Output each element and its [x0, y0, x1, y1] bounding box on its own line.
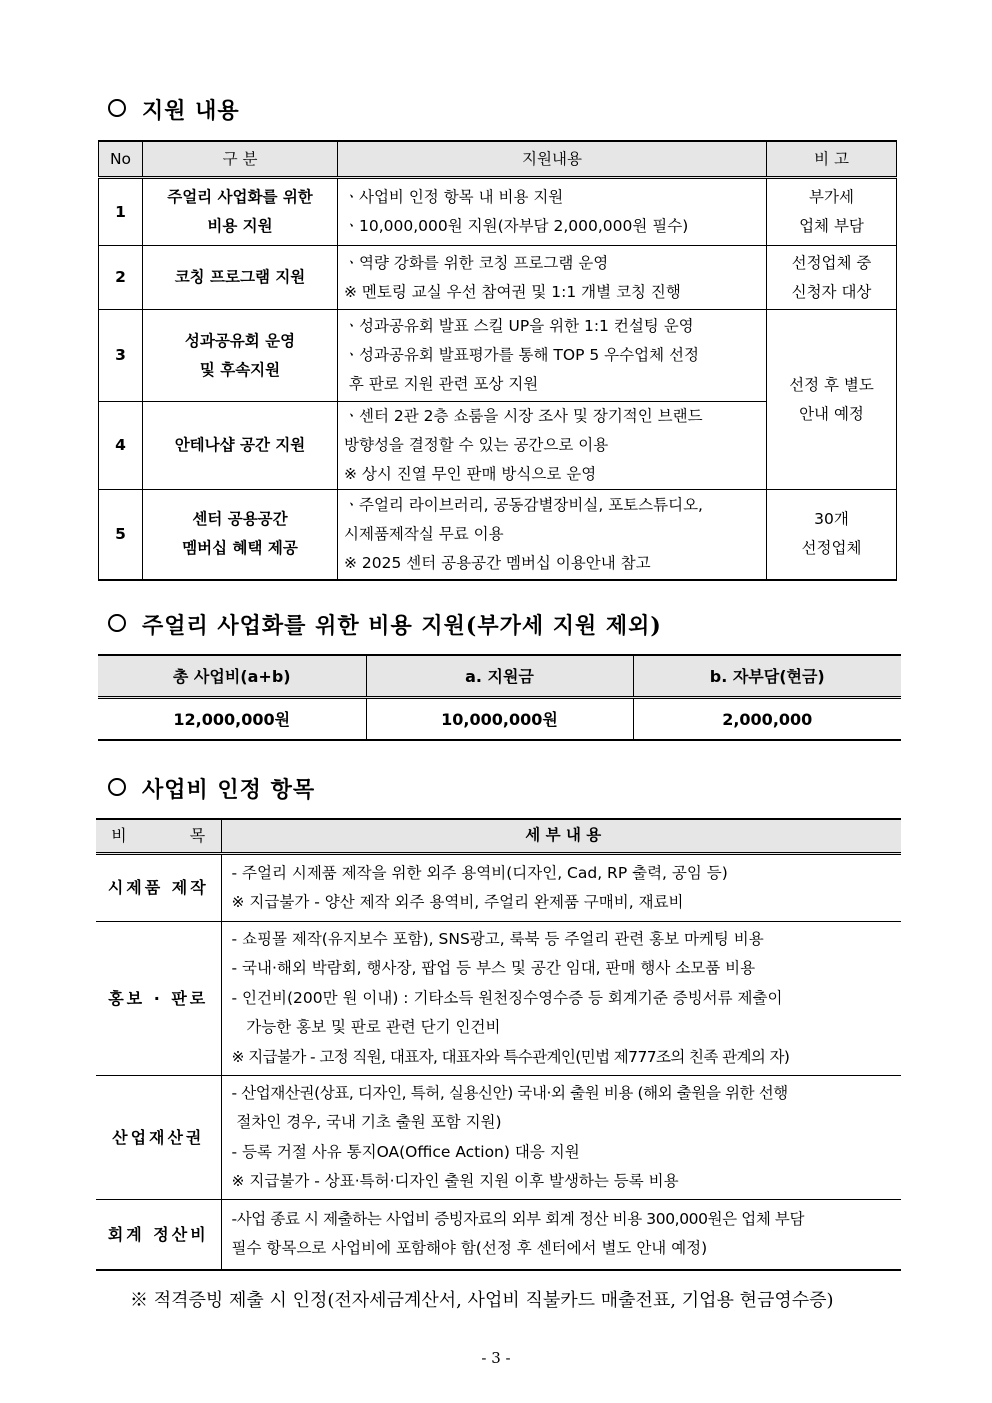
page-number: - 3 -: [481, 1349, 511, 1367]
item-label: 시제품 제작: [96, 854, 221, 922]
item-detail: - 쇼핑몰 제작(유지보수 포함), SNS광고, 룩북 등 주얼리 관련 홍보 마케팅 비용 - 국내·해외 박람회, 행사장, 팝업 등 부스 및 공간 임대, 판매 행사 소모품 비용 - 인건비(200만 원 이내) : 기타소득 원천징수영수증 등 회계기준 증빙서류 제출이 가능한 홍보 및 판로 관련 단기 인건비 ※ 지급불가 - 고정 직원, 대표자, 대표자와 특수관계인(민법 제777조의 친족 관계의 자): [221, 922, 901, 1076]
row-category: 안테나샵 공간 지원: [143, 402, 338, 490]
value-grant: 10,000,000원: [366, 698, 633, 741]
item-detail: - 주얼리 시제품 제작을 위한 외주 용역비(디자인, Cad, RP 출력, 공임 등) ※ 지급불가 - 양산 제작 외주 용역비, 주얼리 완제품 구매비, 재료비: [221, 854, 901, 922]
section-title-cost-support: 주얼리 사업화를 위한 비용 지원(부가세 지원 제외): [108, 609, 662, 640]
item-label: 홍보 · 판로: [96, 922, 221, 1076]
table-header-row: [96, 819, 901, 854]
table-header-row: [98, 655, 901, 698]
header-content: 지원내용: [338, 141, 767, 178]
value-total: 12,000,000원: [98, 698, 366, 741]
row-content: ㆍ사업비 인정 항목 내 비용 지원 ㆍ10,000,000원 지원(자부담 2,000,000원 필수): [338, 178, 767, 246]
support-content-table: [98, 140, 897, 581]
table-row: [99, 178, 897, 246]
header-remark: 비 고: [767, 141, 897, 178]
row-content: ㆍ센터 2관 2층 쇼룸을 시장 조사 및 장기적인 브랜드 방향성을 결정할 수 있는 공간으로 이용 ※ 상시 진열 무인 판매 방식으로 운영: [338, 402, 767, 490]
row-content: ㆍ역량 강화를 위한 코칭 프로그램 운영 ※ 멘토링 교실 우선 참여권 및 1:1 개별 코칭 진행: [338, 246, 767, 310]
item-label: 산업재산권: [96, 1076, 221, 1200]
table-row: [98, 698, 901, 741]
table-row: [99, 246, 897, 310]
row-category: 센터 공용공간 멤버십 혜택 제공: [143, 490, 338, 580]
eligible-items-table: [96, 818, 901, 1271]
row-no: 5: [99, 490, 143, 580]
row-category: 성과공유회 운영 및 후속지원: [143, 310, 338, 402]
table-row: [99, 310, 897, 402]
row-remark: 30개 선정업체: [767, 490, 897, 580]
circle-bullet-icon: [108, 99, 126, 117]
item-detail: -사업 종료 시 제출하는 사업비 증빙자료의 외부 회계 정산 비용 300,000원은 업체 부담 필수 항목으로 사업비에 포함해야 함(선정 후 센터에서 별도 안내 예정): [221, 1200, 901, 1270]
row-no: 4: [99, 402, 143, 490]
row-category: 주얼리 사업화를 위한 비용 지원: [143, 178, 338, 246]
row-content: ㆍ성과공유회 발표 스킬 UP을 위한 1:1 컨설팅 운영 ㆍ성과공유회 발표평가를 통해 TOP 5 우수업체 선정 후 판로 지원 관련 포상 지원: [338, 310, 767, 402]
header-item: 비 목: [96, 819, 221, 854]
table-row: [96, 922, 901, 1076]
table-row: [96, 1076, 901, 1200]
header-detail: 세 부 내 용: [221, 819, 901, 854]
header-category: 구 분: [143, 141, 338, 178]
cost-support-table: [98, 654, 901, 741]
row-content: ㆍ주얼리 라이브러리, 공동감별장비실, 포토스튜디오, 시제품제작실 무료 이용 ※ 2025 센터 공용공간 멤버십 이용안내 참고: [338, 490, 767, 580]
row-remark: 선정업체 중 신청자 대상: [767, 246, 897, 310]
table-row: [99, 490, 897, 580]
row-remark: 부가세 업체 부담: [767, 178, 897, 246]
row-no: 3: [99, 310, 143, 402]
header-self-pay: b. 자부담(현금): [633, 655, 901, 698]
row-no: 2: [99, 246, 143, 310]
header-total: 총 사업비(a+b): [98, 655, 366, 698]
table-row: [96, 1200, 901, 1270]
row-no: 1: [99, 178, 143, 246]
header-no: No: [99, 141, 143, 178]
section-title-eligible-items: 사업비 인정 항목: [108, 773, 315, 804]
circle-bullet-icon: [108, 778, 126, 796]
item-detail: - 산업재산권(상표, 디자인, 특허, 실용신안) 국내·외 출원 비용 (해외 출원을 위한 선행 절차인 경우, 국내 기초 출원 포함 지원) - 등록 거절 사유 통지OA(Office Action) 대응 지원 ※ 지급불가 - 상표·특허·디자인 출원 지원 이후 발생하는 등록 비용: [221, 1076, 901, 1200]
circle-bullet-icon: [108, 614, 126, 632]
item-label: 회계 정산비: [96, 1200, 221, 1270]
footnote: ※ 적격증빙 제출 시 인정(전자세금계산서, 사업비 직불카드 매출전표, 기업용 현금영수증): [130, 1290, 834, 1311]
row-remark: 선정 후 별도 안내 예정: [767, 310, 897, 490]
value-self-pay: 2,000,000: [633, 698, 901, 741]
table-row: [96, 854, 901, 922]
row-category: 코칭 프로그램 지원: [143, 246, 338, 310]
header-grant: a. 지원금: [366, 655, 633, 698]
section-title-support-content: 지원 내용: [108, 94, 240, 125]
